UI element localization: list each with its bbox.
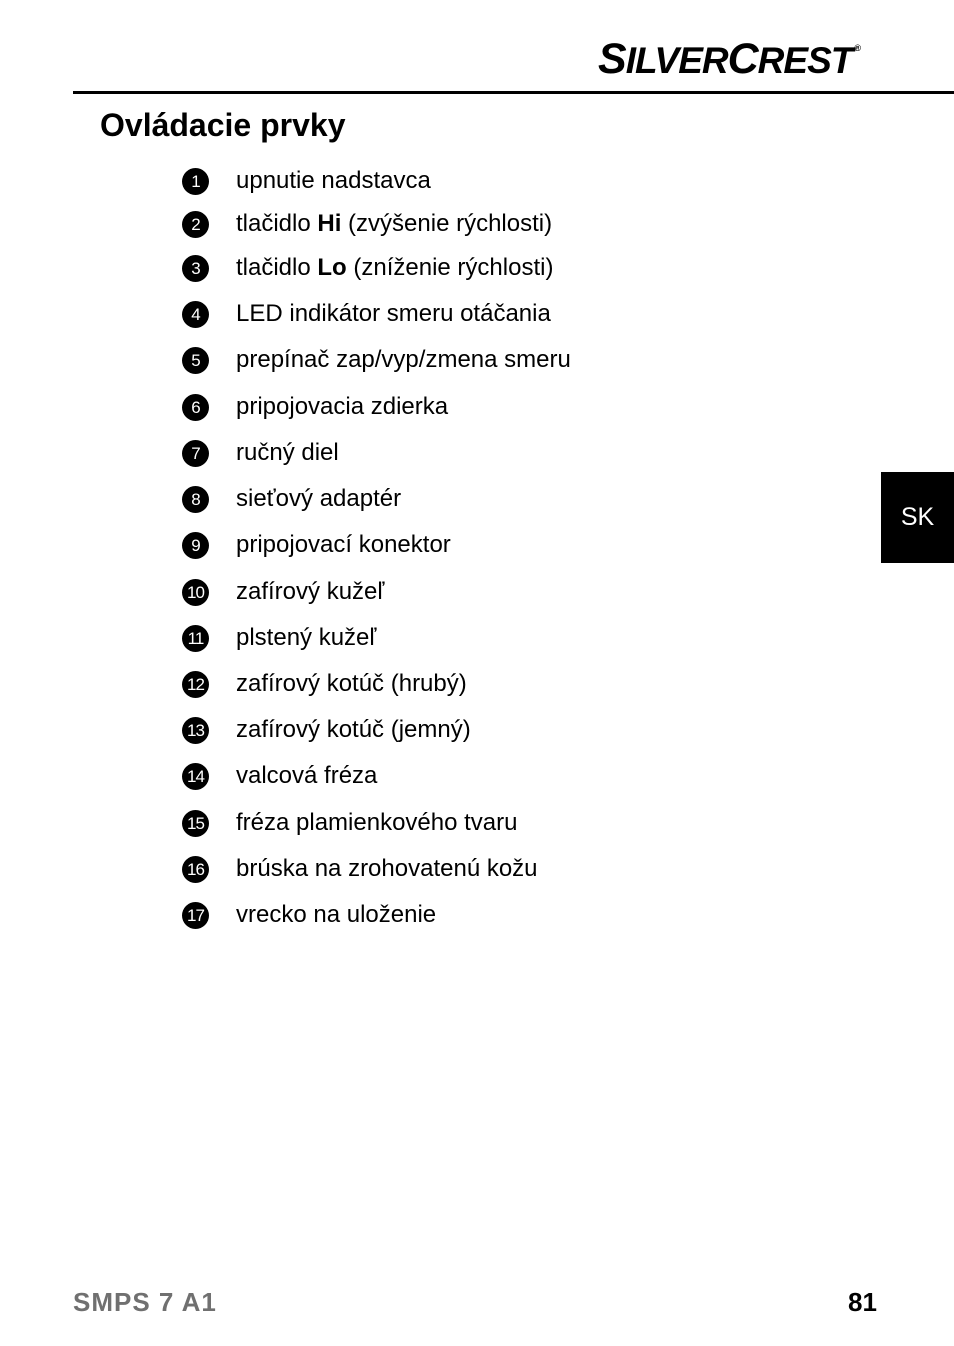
item-label: valcová fréza	[236, 762, 378, 789]
list-item	[182, 715, 471, 745]
item-number-badge: 12	[182, 671, 209, 698]
item-number-badge: 2	[182, 211, 209, 238]
item-number-badge: 11	[182, 625, 209, 652]
item-number-badge: 10	[182, 579, 209, 606]
item-label: zafírový kotúč (hrubý)	[236, 670, 467, 697]
item-label: vrecko na uloženie	[236, 901, 437, 928]
item-number-badge: 6	[182, 394, 209, 421]
item-label: pripojovací konektor	[236, 531, 451, 558]
list-item	[182, 669, 467, 699]
item-label: prepínač zap/vyp/zmena smeru	[236, 346, 571, 373]
item-label: sieťový adaptér	[236, 485, 402, 512]
list-item	[182, 623, 376, 653]
item-number-badge: 8	[182, 486, 209, 513]
item-label: upnutie nadstavca	[236, 167, 431, 194]
list-item	[182, 854, 538, 884]
list-item	[182, 392, 448, 422]
item-number-badge: 1	[182, 168, 209, 195]
list-item	[182, 808, 517, 838]
logo-letter-s: S	[598, 35, 626, 83]
list-item	[182, 253, 553, 283]
item-label-key: Hi	[317, 210, 342, 237]
item-label: brúska na zrohovatenú kožu	[236, 855, 538, 882]
item-label	[236, 253, 553, 283]
item-number-badge: 13	[182, 717, 209, 744]
item-number-badge: 16	[182, 856, 209, 883]
page-title: Ovládacie prvky	[100, 107, 346, 143]
item-label-key: Lo	[317, 254, 347, 281]
item-number-badge: 7	[182, 440, 209, 467]
list-item	[182, 484, 401, 514]
list-item	[182, 345, 571, 375]
language-tab-label: SK	[900, 503, 935, 531]
item-label: zafírový kužeľ	[236, 578, 385, 605]
item-number-badge: 17	[182, 902, 209, 929]
header-divider	[73, 91, 954, 94]
logo-letter-c: C	[727, 35, 758, 83]
list-item	[182, 299, 551, 329]
footer-model-name: SMPS 7 A1	[73, 1287, 217, 1317]
item-number-badge: 14	[182, 763, 209, 790]
item-number-badge: 9	[182, 532, 209, 559]
item-number-badge: 15	[182, 810, 209, 837]
list-item	[182, 900, 436, 930]
list-item	[182, 761, 377, 791]
list-item	[182, 530, 451, 560]
logo-word-ilver: ILVER	[625, 40, 728, 81]
item-label: plstený kužeľ	[236, 624, 377, 651]
item-number-badge: 3	[182, 255, 209, 282]
language-tab	[881, 472, 954, 563]
footer-page-number: 81	[848, 1287, 877, 1317]
item-label: pripojovacia zdierka	[236, 393, 449, 420]
item-label: LED indikátor smeru otáčania	[236, 300, 551, 327]
registered-mark: ®	[854, 43, 860, 53]
item-label	[236, 209, 552, 239]
item-label-suffix: (zvýšenie rýchlosti)	[341, 210, 553, 237]
list-item	[182, 577, 384, 607]
logo-word-rest: REST	[757, 40, 853, 81]
item-number-badge: 5	[182, 347, 209, 374]
item-label-prefix: tlačidlo	[236, 210, 318, 237]
list-item	[182, 166, 431, 196]
item-label: ručný diel	[236, 439, 339, 466]
list-item	[182, 209, 552, 239]
item-label-prefix: tlačidlo	[236, 254, 318, 281]
silvercrest-logo	[598, 35, 860, 83]
item-number-badge: 4	[182, 301, 209, 328]
item-label: fréza plamienkového tvaru	[236, 809, 518, 836]
item-label-suffix: (zníženie rýchlosti)	[346, 254, 554, 281]
list-item	[182, 438, 339, 468]
item-label: zafírový kotúč (jemný)	[236, 716, 471, 743]
